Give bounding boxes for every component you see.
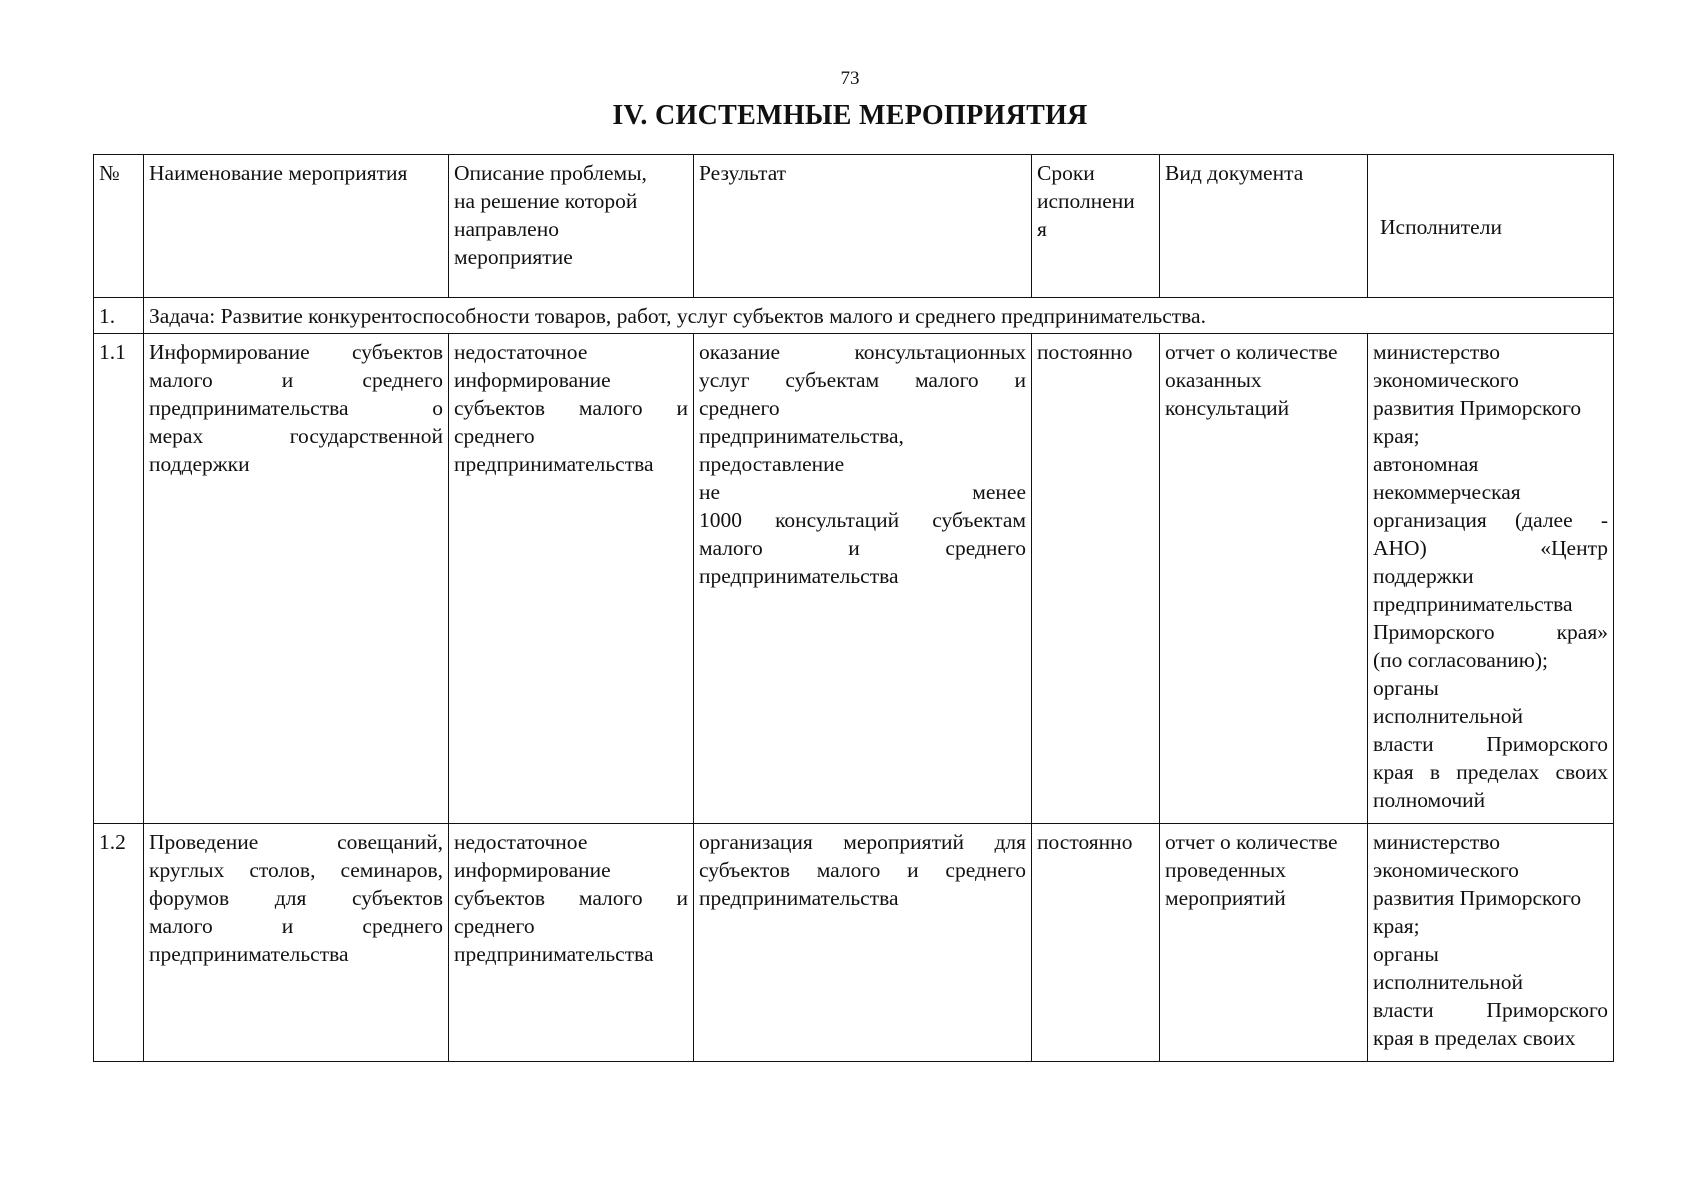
- row-executors-line: экономического: [1373, 858, 1519, 882]
- row-result-line: 1000 консультаций субъектам: [699, 508, 1026, 532]
- row-result-line: не менее: [699, 480, 1026, 504]
- row-doc-type-line: отчет о количестве: [1165, 830, 1338, 854]
- task-row: [94, 298, 1614, 334]
- row-result-line: оказание консультационных: [699, 340, 1026, 364]
- row-problem-line: недостаточное: [454, 340, 588, 364]
- header-result: Результат: [694, 155, 1032, 298]
- row-name-line: круглых столов, семинаров,: [149, 858, 443, 882]
- row-problem-line: недостаточное: [454, 830, 588, 854]
- table-row: [94, 334, 1614, 824]
- row-doc-type-line: отчет о количестве: [1165, 340, 1338, 364]
- row-result-line: предпринимательства: [699, 564, 899, 588]
- row-problem-line: субъектов малого и: [454, 886, 688, 910]
- row-doc-type-line: мероприятий: [1165, 886, 1286, 910]
- row-executors-line: власти Приморского: [1373, 998, 1608, 1022]
- row-name-line: предпринимательства: [149, 942, 349, 966]
- row-deadline: постоянно: [1032, 824, 1160, 1062]
- row-doc-type-line: оказанных: [1165, 368, 1262, 392]
- row-executors-line: развития Приморского: [1373, 886, 1582, 910]
- row-problem-line: предпринимательства: [454, 452, 654, 476]
- row-executors-line: поддержки: [1373, 564, 1474, 588]
- row-executors-line: исполнительной: [1373, 970, 1523, 994]
- row-executors-line: края;: [1373, 424, 1420, 448]
- row-deadline: постоянно: [1032, 334, 1160, 824]
- row-executors-line: края в пределах своих: [1373, 760, 1608, 784]
- row-executors-line: (по согласованию);: [1373, 648, 1548, 672]
- row-doc-type: [1160, 824, 1368, 1062]
- row-name-line: поддержки: [149, 452, 250, 476]
- row-num: 1.2: [94, 824, 144, 1062]
- header-deadline-line: исполнени: [1037, 189, 1135, 213]
- row-problem-line: среднего: [454, 424, 535, 448]
- header-problem-line: направлено: [454, 217, 559, 241]
- page-number: 73: [840, 68, 860, 89]
- row-executors-line: министерство: [1373, 830, 1501, 854]
- row-name: [144, 334, 449, 824]
- row-executors-line: органы: [1373, 676, 1439, 700]
- header-row: [94, 155, 1614, 298]
- row-problem: [449, 334, 694, 824]
- header-num: №: [94, 155, 144, 298]
- row-problem: [449, 824, 694, 1062]
- row-problem-line: среднего: [454, 914, 535, 938]
- row-executors-line: развития Приморского: [1373, 396, 1582, 420]
- row-executors-line: министерство: [1373, 340, 1501, 364]
- row-executors-line: АНО) «Центр: [1373, 536, 1608, 560]
- row-name-line: малого и среднего: [149, 914, 443, 938]
- row-executors-line: исполнительной: [1373, 704, 1523, 728]
- row-executors: [1368, 334, 1614, 824]
- row-executors-line: Приморского края»: [1373, 620, 1608, 644]
- row-result-line: предпринимательства: [699, 886, 899, 910]
- row-result-line: среднего: [699, 396, 780, 420]
- row-executors: [1368, 824, 1614, 1062]
- row-executors-line: экономического: [1373, 368, 1519, 392]
- header-problem-line: на решение которой: [454, 189, 638, 213]
- header-deadline: [1032, 155, 1160, 298]
- row-problem-line: предпринимательства: [454, 942, 654, 966]
- row-doc-type-line: проведенных: [1165, 858, 1286, 882]
- row-result-line: предпринимательства,: [699, 424, 904, 448]
- row-executors-line: края;: [1373, 914, 1420, 938]
- header-problem-line: мероприятие: [454, 245, 573, 269]
- row-executors-line: органы: [1373, 942, 1439, 966]
- row-result-line: предоставление: [699, 452, 845, 476]
- row-num: 1.1: [94, 334, 144, 824]
- task-text: Задача: Развитие конкурентоспособности товаров, работ, услуг субъектов малого и среднего предпринимательства.: [144, 298, 1614, 334]
- row-name: [144, 824, 449, 1062]
- row-doc-type-line: консультаций: [1165, 396, 1290, 420]
- row-problem-line: информирование: [454, 368, 611, 392]
- header-problem: [449, 155, 694, 298]
- row-executors-line: власти Приморского: [1373, 732, 1608, 756]
- row-name-line: предпринимательства о: [149, 396, 443, 420]
- row-result-line: малого и среднего: [699, 536, 1026, 560]
- row-doc-type: [1160, 334, 1368, 824]
- task-num: 1.: [94, 298, 144, 334]
- header-problem-line: Описание проблемы,: [454, 161, 647, 185]
- row-name-line: малого и среднего: [149, 368, 443, 392]
- table-row: [94, 824, 1614, 1062]
- row-name-line: форумов для субъектов: [149, 886, 443, 910]
- header-name: Наименование мероприятия: [144, 155, 449, 298]
- row-result: [694, 824, 1032, 1062]
- row-name-line: Проведение совещаний,: [149, 830, 443, 854]
- row-name-line: Информирование субъектов: [149, 340, 443, 364]
- row-name-line: мерах государственной: [149, 424, 443, 448]
- row-executors-line: организация (далее -: [1373, 508, 1608, 532]
- row-executors-line: автономная: [1373, 452, 1479, 476]
- header-deadline-line: я: [1037, 217, 1047, 241]
- row-result-line: организация мероприятий для: [699, 830, 1026, 854]
- row-result-line: услуг субъектам малого и: [699, 368, 1026, 392]
- header-deadline-line: Сроки: [1037, 161, 1095, 185]
- header-doc-type: Вид документа: [1160, 155, 1368, 298]
- row-executors-line: края в пределах своих: [1373, 1026, 1576, 1050]
- row-result-line: субъектов малого и среднего: [699, 858, 1026, 882]
- row-result: [694, 334, 1032, 824]
- row-problem-line: субъектов малого и: [454, 396, 688, 420]
- row-executors-line: полномочий: [1373, 788, 1486, 812]
- section-title: IV. СИСТЕМНЫЕ МЕРОПРИЯТИЯ: [612, 100, 1088, 131]
- measures-table: [93, 154, 1614, 1062]
- header-executors: Исполнители: [1368, 155, 1614, 298]
- row-executors-line: некоммерческая: [1373, 480, 1521, 504]
- row-executors-line: предпринимательства: [1373, 592, 1573, 616]
- row-problem-line: информирование: [454, 858, 611, 882]
